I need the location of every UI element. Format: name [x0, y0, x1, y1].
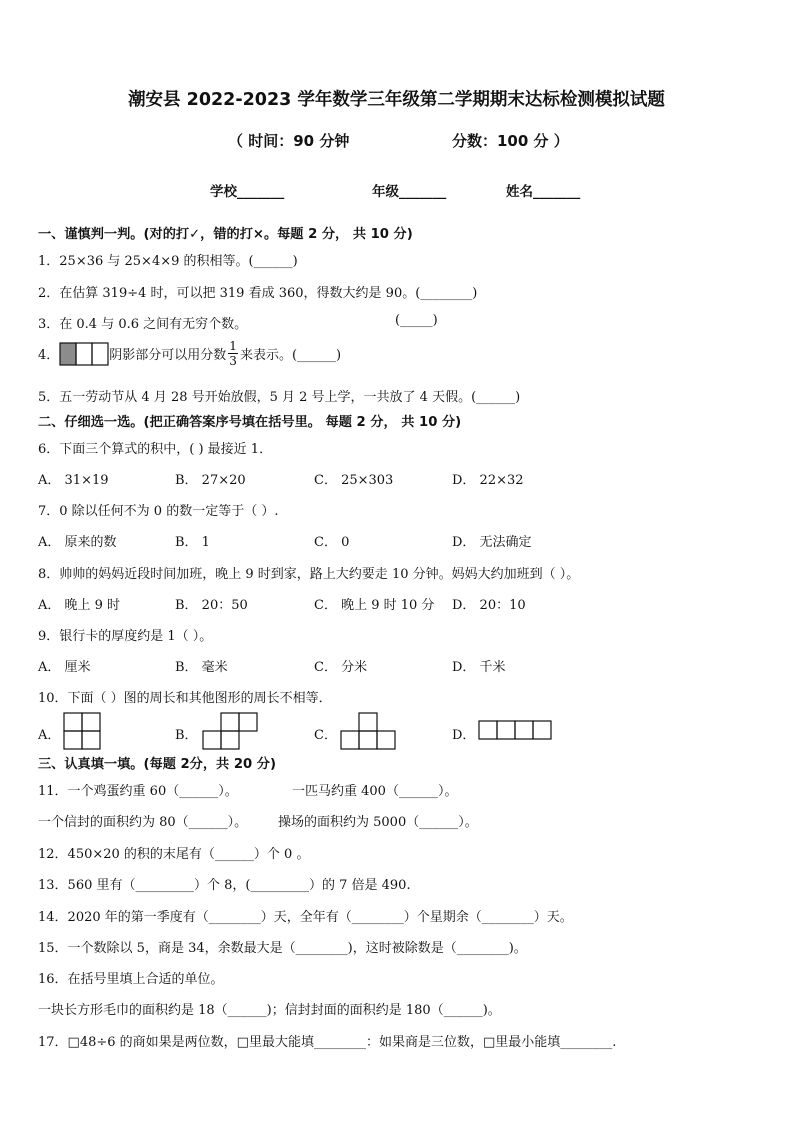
- question-14: 14．2020 年的第一季度有（________）天，全年有（________）个星期余（________）天。: [38, 910, 573, 925]
- question-11-envelope: 一个信封的面积约为 80（______）。: [38, 815, 248, 830]
- question-4: [38, 340, 341, 367]
- question-3-blank[interactable]: (_____): [395, 313, 438, 328]
- q6-option-c[interactable]: C． 25×303: [314, 473, 394, 488]
- q8-option-a[interactable]: A． 晚上 9 时: [38, 598, 121, 613]
- question-16: 16．在括号里填上合适的单位。: [38, 972, 224, 987]
- shaded-rectangle-figure: [59, 341, 109, 367]
- q9-option-a[interactable]: A． 厘米: [38, 660, 91, 675]
- name-field[interactable]: 姓名_______: [506, 184, 581, 200]
- q7-option-d[interactable]: D． 无法确定: [452, 535, 532, 550]
- question-4-tail: 来表示。(______): [239, 348, 342, 363]
- score-info: 分数：100 分 ）: [452, 132, 569, 150]
- question-11-playground: 操场的面积约为 5000（______）。: [278, 815, 478, 830]
- question-12: 12．450×20 的积的末尾有（______）个 0 。: [38, 847, 310, 862]
- q8-option-d[interactable]: D． 20：10: [452, 598, 526, 613]
- figure-2x2-square: [63, 712, 103, 752]
- q6-option-d[interactable]: D． 22×32: [452, 473, 524, 488]
- school-field[interactable]: 学校_______: [210, 184, 285, 200]
- section-3-heading: 三、认真填一填。(每题 2分，共 20 分): [38, 757, 276, 772]
- question-6: 6．下面三个算式的积中，( ) 最接近 1．: [38, 442, 273, 457]
- q8-option-b[interactable]: B． 20：50: [175, 598, 248, 613]
- q9-option-d[interactable]: D． 千米: [452, 660, 506, 675]
- fraction-denominator: 3: [229, 354, 237, 368]
- q9-option-b[interactable]: B． 毫米: [175, 660, 228, 675]
- question-7: 7．0 除以任何不为 0 的数一定等于（ ）.: [38, 504, 279, 519]
- q9-option-c[interactable]: C． 分米: [314, 660, 368, 675]
- page-title: 潮安县 2022-2023 学年数学三年级第二学期期末达标检测模拟试题: [128, 90, 665, 110]
- figure-t-shape: [340, 712, 398, 752]
- q10-option-a[interactable]: A．: [38, 728, 61, 743]
- q8-option-c[interactable]: C． 晚上 9 时 10 分: [314, 598, 435, 613]
- q7-option-c[interactable]: C． 0: [314, 535, 350, 550]
- figure-1x4-row: [478, 720, 554, 742]
- question-15: 15．一个数除以 5，商是 34，余数最大是（________)，这时被除数是（________)。: [38, 941, 527, 956]
- question-13: 13．560 里有（_________）个 8，(_________）的 7 倍是 490.: [38, 878, 411, 893]
- question-10: 10．下面（ ）图的周长和其他图形的周长不相等．: [38, 691, 332, 706]
- q7-option-b[interactable]: B． 1: [175, 535, 210, 550]
- question-11-egg: 11．一个鸡蛋约重 60（______）。: [38, 784, 238, 799]
- fraction-one-third: [228, 340, 238, 367]
- section-2-heading: 二、仔细选一选。(把正确答案序号填在括号里。 每题 2 分， 共 10 分): [38, 415, 462, 430]
- question-16-detail: 一块长方形毛巾的面积约是 18（______)；信封封面的面积约是 180（______)。: [38, 1003, 501, 1018]
- grade-field[interactable]: 年级_______: [372, 184, 447, 200]
- question-1: 1．25×36 与 25×4×9 的积相等。(______): [38, 254, 298, 269]
- question-8: 8．帅帅的妈妈近段时间加班，晚上 9 时到家，路上大约要走 10 分钟。妈妈大约加班到（ ）。: [38, 567, 580, 582]
- q6-option-b[interactable]: B． 27×20: [175, 473, 246, 488]
- question-3: 3．在 0.4 与 0.6 之间有无穷个数。: [38, 317, 248, 332]
- question-5: 5．五一劳动节从 4 月 28 号开始放假，5 月 2 号上学，一共放了 4 天假。(______): [38, 390, 521, 405]
- figure-staircase: [201, 712, 261, 752]
- question-2: 2．在估算 319÷4 时，可以把 319 看成 360，得数大约是 90。(________): [38, 286, 478, 301]
- q10-option-c[interactable]: C．: [314, 728, 337, 743]
- question-4-number: 4．: [38, 348, 60, 363]
- question-4-text: 阴影部分可以用分数: [109, 348, 227, 363]
- q7-option-a[interactable]: A． 原来的数: [38, 535, 117, 550]
- question-11-horse: 一匹马约重 400（______）。: [292, 784, 458, 799]
- section-1-heading: 一、谨慎判一判。(对的打✓，错的打×。每题 2 分， 共 10 分): [38, 227, 413, 242]
- fraction-numerator: 1: [229, 339, 237, 353]
- time-info: （ 时间：90 分钟: [228, 132, 350, 150]
- question-17: 17．□48÷6 的商如果是两位数，□里最大能填________：如果商是三位数，□里最小能填________.: [38, 1035, 617, 1050]
- q10-option-b[interactable]: B．: [175, 728, 198, 743]
- q10-option-d[interactable]: D．: [452, 728, 476, 743]
- q6-option-a[interactable]: A． 31×19: [38, 473, 109, 488]
- question-9: 9．银行卡的厚度约是 1（ ）。: [38, 629, 213, 644]
